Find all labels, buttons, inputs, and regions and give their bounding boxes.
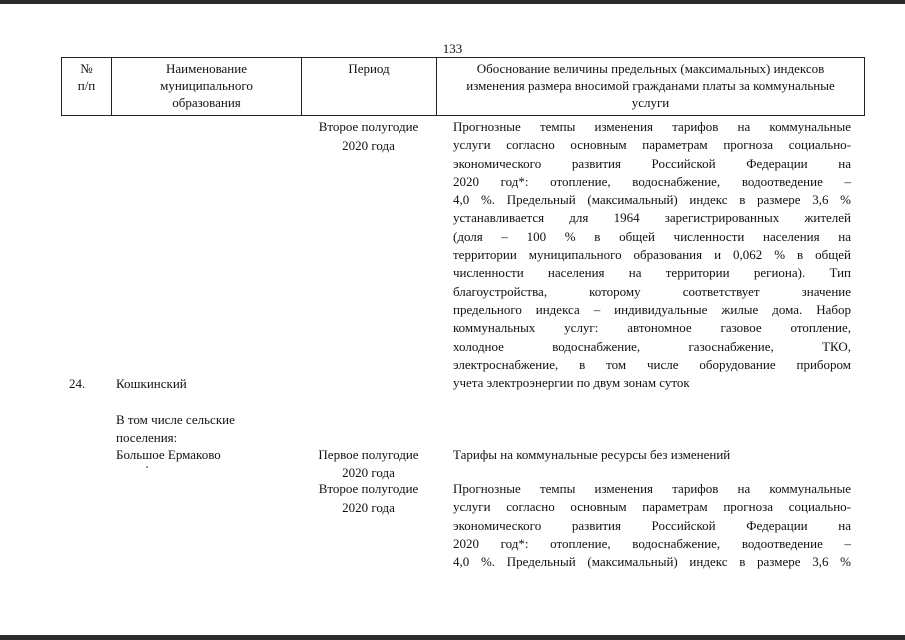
block2-justification: [453, 480, 851, 571]
scan-speck: [146, 466, 148, 468]
block2-period-second: [301, 480, 436, 518]
block1-line: 4,0 %. Предельный (максимальный) индекс в размере 3,6 %: [453, 192, 851, 208]
block2-line: 2020 год*: отопление, водоснабжение, водоотведение –: [453, 535, 851, 551]
settlement-name: Большое Ермаково: [116, 447, 221, 462]
scan-top-border: [0, 0, 905, 4]
rural-label-line1: В том числе сельские: [116, 412, 235, 427]
block1-line: предельного индекса – индивидуальные жилые дома. Набор: [453, 301, 851, 317]
block2-period-first: [301, 446, 436, 483]
block2-text-first: Тарифы на коммунальные ресурсы без изменений: [453, 447, 731, 462]
scan-bottom-border: [0, 635, 905, 640]
header-col-justification-label: Обоснование величины предельных (максимальных) индексов изменения размера вносимой гражданами платы за коммунальные услуги: [466, 61, 835, 110]
block1-line: (доля – 100 % в общей численности населения на: [453, 228, 851, 244]
block1-line: коммунальных услуг: автономное газовое отопление,: [453, 320, 851, 336]
row24-number: 24.: [69, 376, 86, 391]
header-col-name: [111, 57, 301, 116]
block1-line: благоустройства, которому соответствует значение: [453, 283, 851, 299]
block1-line: экономического развития Российской Федерации на: [453, 155, 851, 171]
header-col-period-label: Период: [348, 61, 390, 76]
block1-line: учета электроэнергии по двум зонам суток: [453, 375, 690, 391]
block1-justification: [453, 118, 851, 392]
block1-line: численности населения на территории региона). Тип: [453, 265, 851, 281]
block1-line: 2020 год*: отопление, водоснабжение, водоотведение –: [453, 173, 851, 189]
block2-period-first-line2: 2020 года: [342, 465, 395, 481]
block1-line: услуги согласно основным параметрам прогноза социально-: [453, 137, 851, 153]
block1-period-line1: Второе полугодие: [318, 119, 419, 134]
header-col-number-label: № п/п: [77, 61, 96, 93]
block2-period-second-line2: 2020 года: [342, 500, 395, 516]
header-col-justification: [436, 57, 865, 116]
block2-line: экономического развития Российской Федерации на: [453, 517, 851, 533]
block1-line: Прогнозные темпы изменения тарифов на коммунальные: [453, 119, 851, 134]
block1-line: территории муниципального образования и 0,062 % в общей: [453, 247, 851, 263]
block1-period-line2: 2020 года: [342, 138, 395, 154]
page-number: 133: [442, 41, 463, 56]
header-col-name-label: Наименование муниципального образования: [160, 61, 253, 110]
row24-name: Кошкинский: [116, 376, 187, 391]
block2-period-first-line1: Первое полугодие: [318, 447, 419, 462]
row24-rural-label: [116, 411, 296, 448]
block1-line: холодное водоснабжение, газоснабжение, ТКО,: [453, 338, 851, 354]
block2-line: Прогнозные темпы изменения тарифов на коммунальные: [453, 481, 851, 496]
block1-line: электроснабжение, в том числе оборудование прибором: [453, 356, 851, 372]
block2-line: услуги согласно основным параметрам прогноза социально-: [453, 499, 851, 515]
rural-label-line2: поселения:: [116, 430, 178, 446]
block1-line: устанавливается для 1964 зарегистрированных жителей: [453, 210, 851, 226]
block2-line: 4,0 %. Предельный (максимальный) индекс в размере 3,6 %: [453, 554, 851, 570]
header-col-number: [61, 57, 111, 116]
header-col-period: [301, 57, 436, 116]
block1-period: [301, 118, 436, 156]
block2-period-second-line1: Второе полугодие: [318, 481, 419, 496]
